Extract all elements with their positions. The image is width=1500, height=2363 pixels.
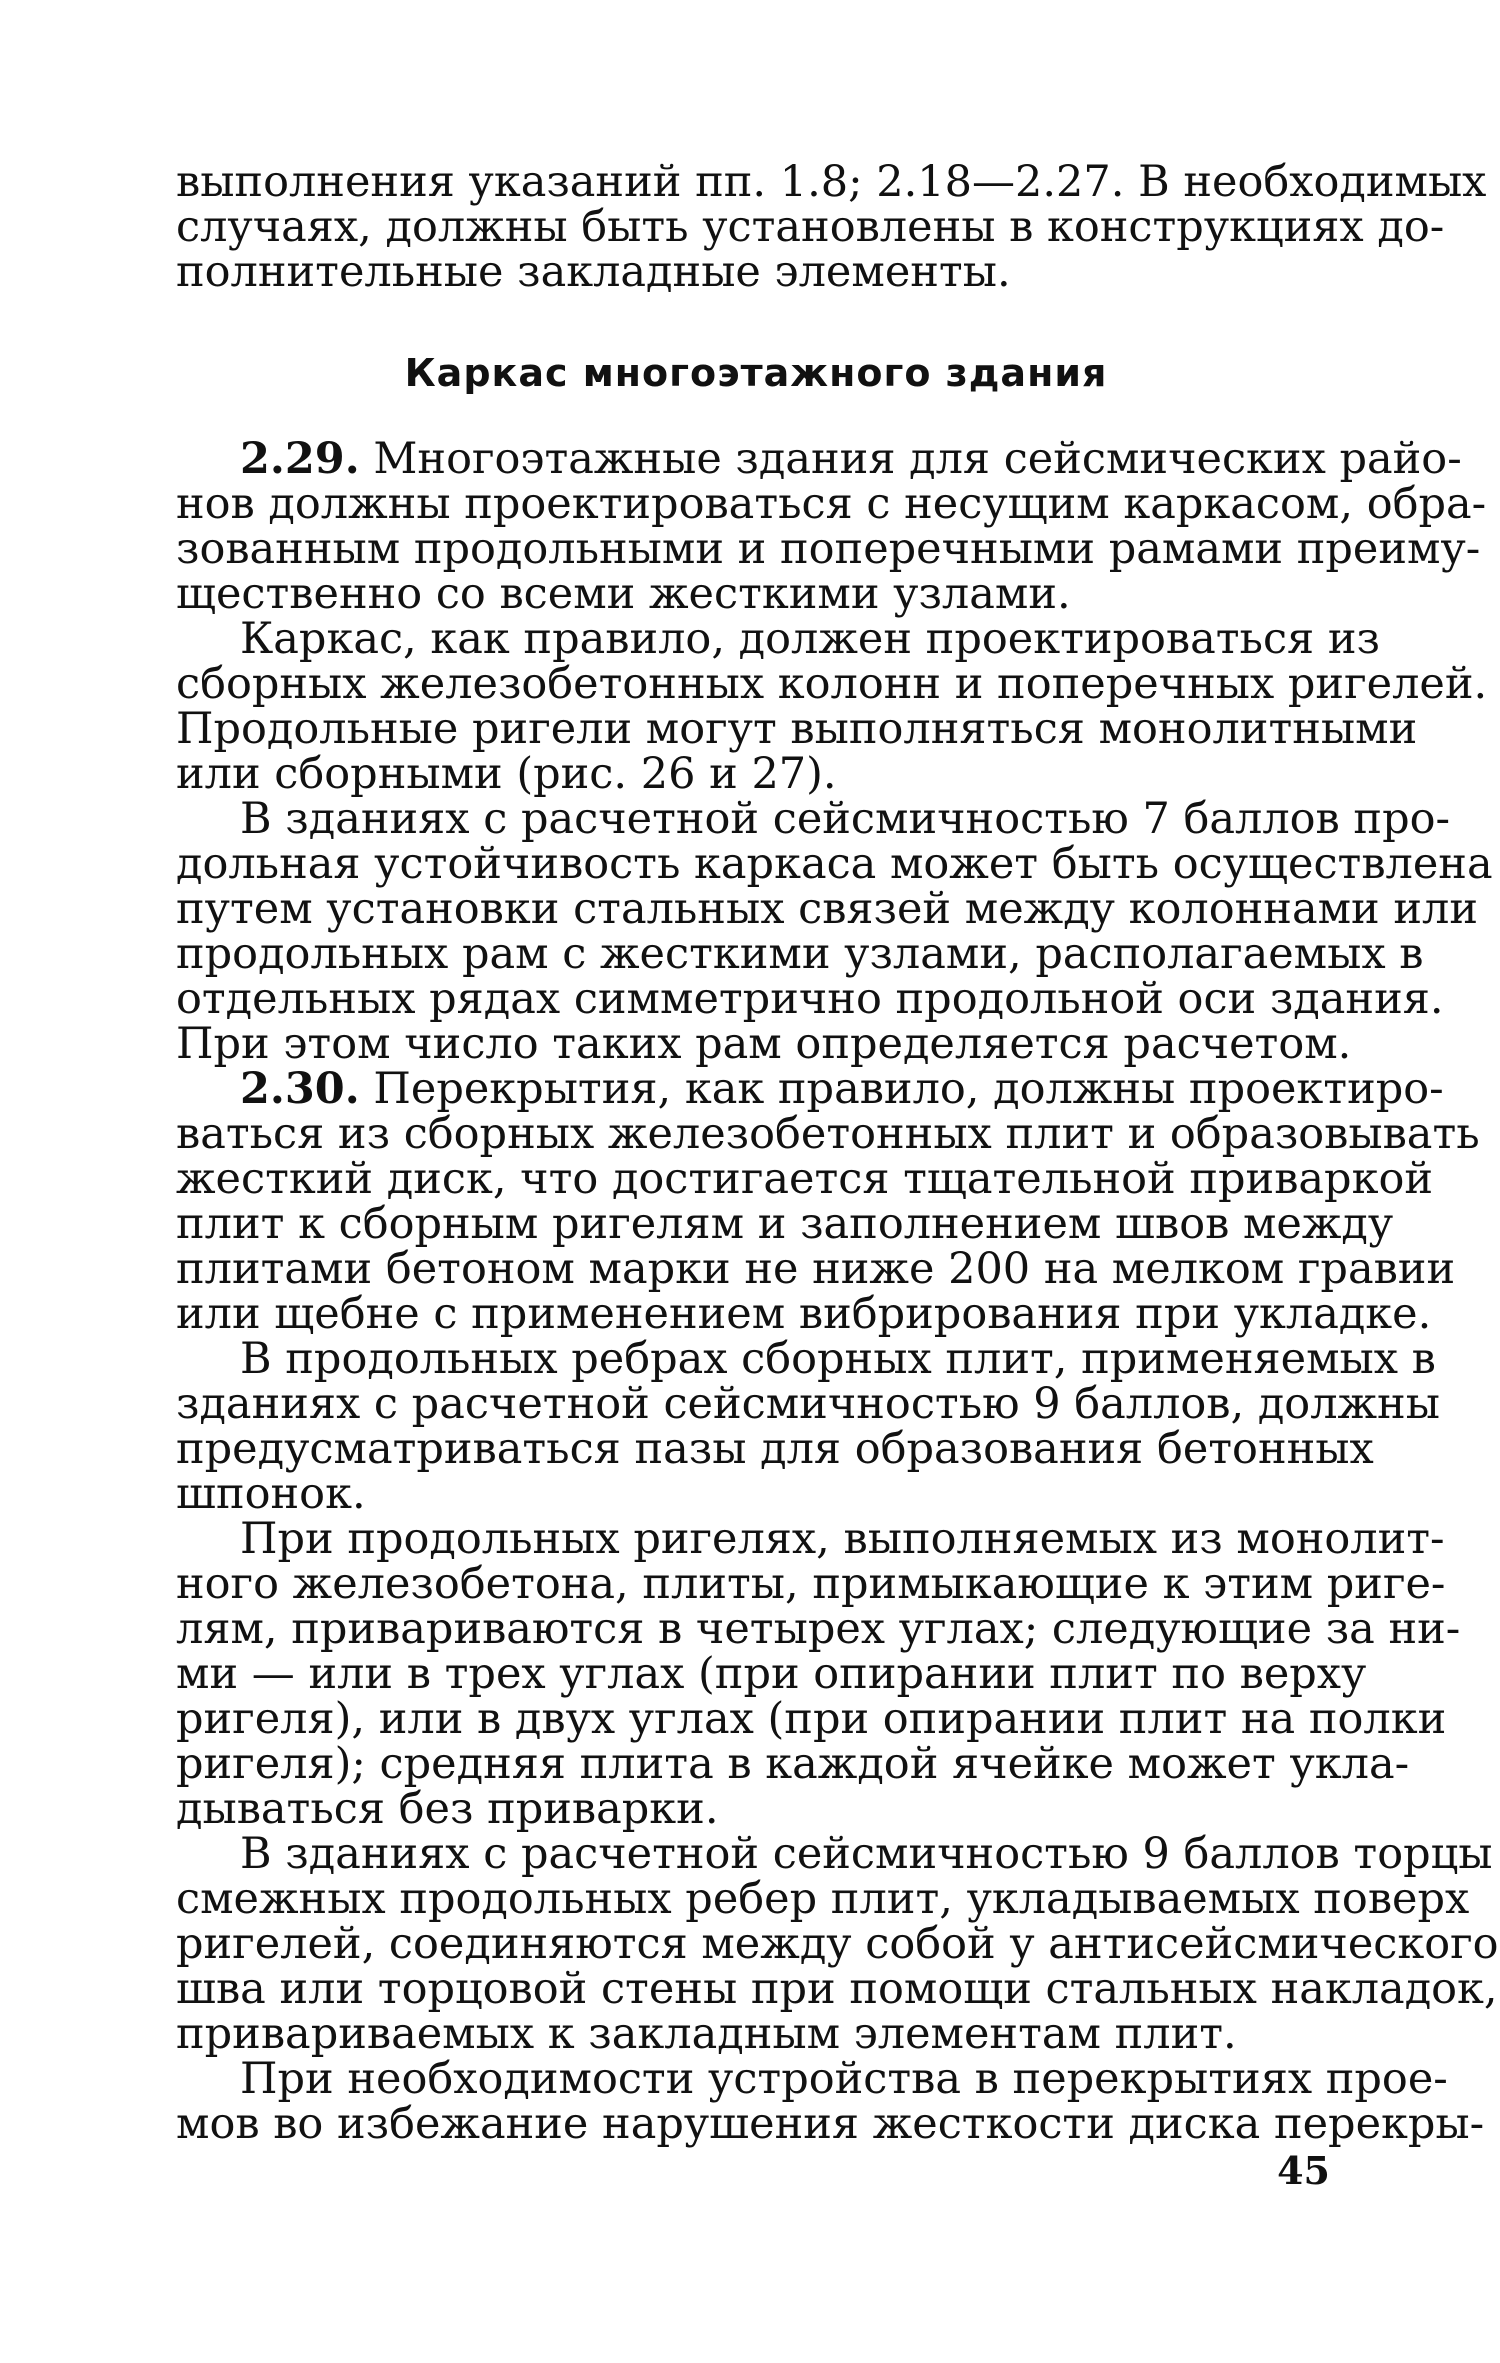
text-line: предусматриваться пазы для образования бетонных bbox=[176, 1424, 1374, 1474]
paragraph-2-30-welding bbox=[176, 1514, 1461, 1834]
text-line: ригеля); средняя плита в каждой ячейке может укла- bbox=[176, 1739, 1410, 1789]
paragraph-2-30-openings bbox=[176, 2054, 1485, 2149]
text-line: При необходимости устройства в перекрытиях прое- bbox=[240, 2054, 1448, 2104]
text-line: ригелей, соединяются между собой у антисейсмического bbox=[176, 1919, 1499, 1969]
clause-number: 2.30. bbox=[240, 1064, 360, 1114]
text-line: плитами бетоном марки не ниже 200 на мелком гравии bbox=[176, 1244, 1456, 1294]
text-column bbox=[176, 157, 1499, 2149]
clause-text: Многоэтажные здания для сейсмических райо- bbox=[373, 434, 1462, 484]
text-line: случаях, должны быть установлены в конструкциях до- bbox=[176, 202, 1445, 252]
text-line: плит к сборным ригелям и заполнением швов между bbox=[176, 1199, 1394, 1249]
text-line bbox=[176, 434, 1462, 484]
text-line: зданиях с расчетной сейсмичностью 9 баллов, должны bbox=[176, 1379, 1440, 1429]
text-line bbox=[176, 1064, 1444, 1114]
text-line: нов должны проектироваться с несущим каркасом, обра- bbox=[176, 479, 1487, 529]
text-line: В продольных ребрах сборных плит, применяемых в bbox=[240, 1334, 1436, 1384]
text-line: или сборными (рис. 26 и 27). bbox=[176, 749, 837, 799]
text-line: привариваемых к закладным элементам плит. bbox=[176, 2009, 1237, 2059]
text-line: продольных рам с жесткими узлами, располагаемых в bbox=[176, 929, 1424, 979]
text-line: или щебне с применением вибрирования при укладке. bbox=[176, 1289, 1432, 1339]
text-line: лям, привариваются в четырех углах; следующие за ни- bbox=[176, 1604, 1461, 1654]
paragraph-2-29-frame bbox=[176, 614, 1488, 799]
paragraph-2-29-stability bbox=[176, 794, 1493, 1069]
text-line: дываться без приварки. bbox=[176, 1784, 719, 1834]
text-line: сборных железобетонных колонн и поперечных ригелей. bbox=[176, 659, 1488, 709]
paragraph-2-30-ends bbox=[176, 1829, 1499, 2059]
text-line: полнительные закладные элементы. bbox=[176, 247, 1011, 297]
text-line: жесткий диск, что достигается тщательной приваркой bbox=[176, 1154, 1433, 1204]
text-line: смежных продольных ребер плит, укладываемых поверх bbox=[176, 1874, 1470, 1924]
text-line: Каркас, как правило, должен проектироваться из bbox=[240, 614, 1380, 664]
text-line: Продольные ригели могут выполняться монолитными bbox=[176, 704, 1418, 754]
text-line: В зданиях с расчетной сейсмичностью 7 баллов про- bbox=[240, 794, 1451, 844]
text-line: ваться из сборных железобетонных плит и образовывать bbox=[176, 1109, 1480, 1159]
text-line: отдельных рядах симметрично продольной оси здания. bbox=[176, 974, 1444, 1024]
section-heading: Каркас многоэтажного здания bbox=[404, 351, 1108, 395]
text-line: ми — или в трех углах (при опирании плит по верху bbox=[176, 1649, 1367, 1699]
text-line: мов во избежание нарушения жесткости диска перекры- bbox=[176, 2099, 1485, 2149]
paragraph-2-30-ribs bbox=[176, 1334, 1440, 1519]
paragraph-2-30 bbox=[176, 1064, 1480, 1339]
text-line: путем установки стальных связей между колоннами или bbox=[176, 884, 1478, 934]
paragraph-2-29 bbox=[176, 434, 1487, 619]
text-line: шва или торцовой стены при помощи стальных накладок, bbox=[176, 1964, 1498, 2014]
text-line: При этом число таких рам определяется расчетом. bbox=[176, 1019, 1352, 1069]
text-line: ригеля), или в двух углах (при опирании плит на полки bbox=[176, 1694, 1447, 1744]
clause-text: Перекрытия, как правило, должны проектиро- bbox=[373, 1064, 1444, 1114]
text-line: щественно со всеми жесткими узлами. bbox=[176, 569, 1071, 619]
text-line: При продольных ригелях, выполняемых из монолит- bbox=[240, 1514, 1445, 1564]
text-line: ного железобетона, плиты, примыкающие к этим риге- bbox=[176, 1559, 1446, 1609]
intro-paragraph bbox=[176, 157, 1487, 297]
clause-number: 2.29. bbox=[240, 434, 360, 484]
text-line: зованным продольными и поперечными рамами преиму- bbox=[176, 524, 1481, 574]
text-line: дольная устойчивость каркаса может быть осуществлена bbox=[176, 839, 1493, 889]
text-line: шпонок. bbox=[176, 1469, 366, 1519]
text-line: В зданиях с расчетной сейсмичностью 9 баллов торцы bbox=[240, 1829, 1493, 1879]
text-line: выполнения указаний пп. 1.8; 2.18—2.27. В необходимых bbox=[176, 157, 1487, 207]
page-number: 45 bbox=[1277, 2148, 1330, 2193]
